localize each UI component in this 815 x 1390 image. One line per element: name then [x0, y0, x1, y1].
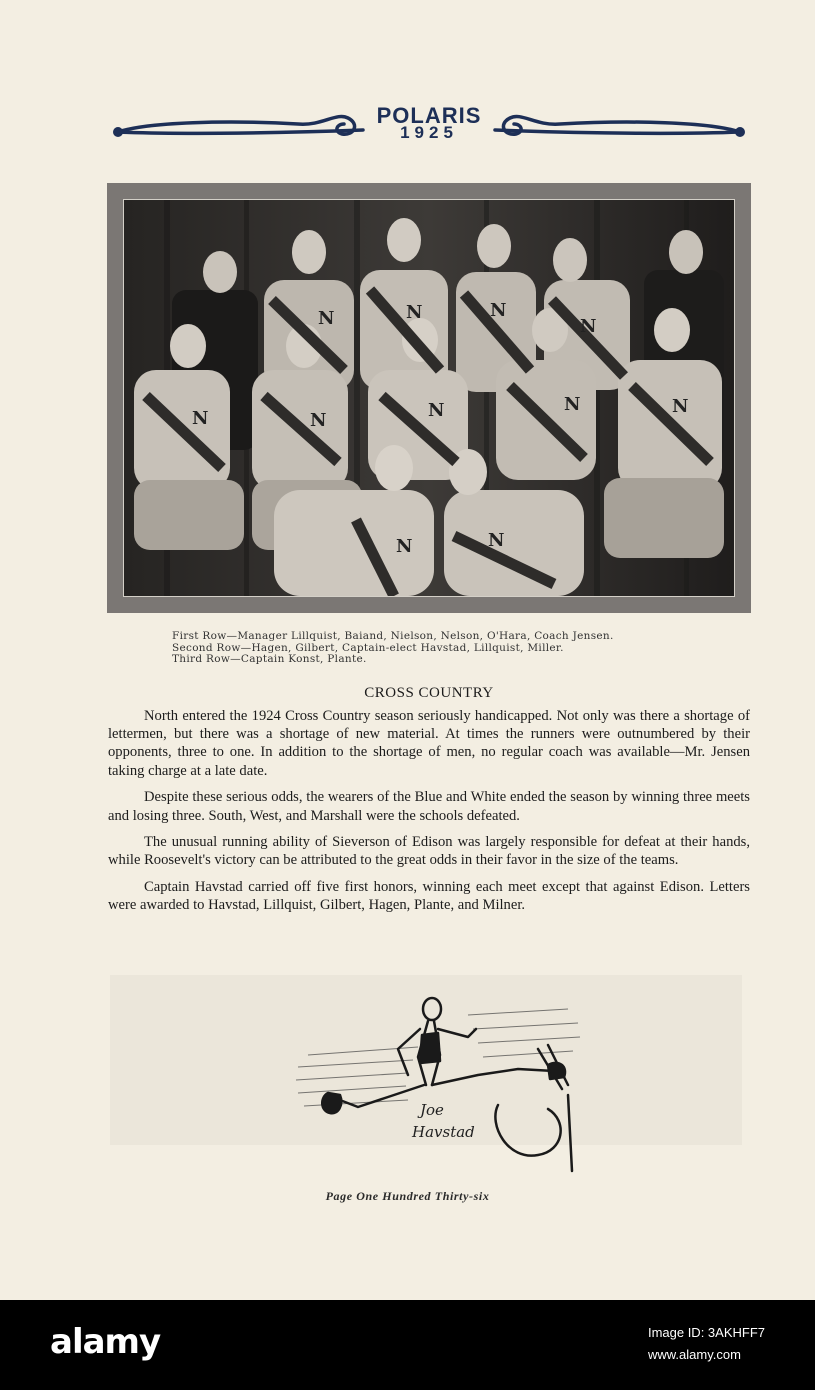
- stock-image-id: Image ID: 3AKHFF7: [647, 1325, 765, 1340]
- photo-caption: [172, 631, 732, 666]
- stock-info: [648, 1322, 765, 1366]
- jersey-letter: N: [192, 408, 209, 429]
- header-year: 1925: [400, 123, 458, 142]
- stock-site: www.alamy.com: [647, 1347, 741, 1362]
- jersey-letter: N: [490, 300, 507, 321]
- stock-logo: alamy: [50, 1322, 161, 1362]
- jersey-letter: N: [310, 410, 327, 431]
- sketch-label-last: Havstad: [412, 1123, 475, 1141]
- page-number: Page One Hundred Thirty-six: [325, 1189, 490, 1203]
- jersey-letter: N: [318, 308, 335, 329]
- page-header: [108, 100, 750, 152]
- team-photo-illustration: [124, 200, 734, 596]
- runner-drawing: [268, 985, 588, 1175]
- team-photo: [123, 199, 735, 597]
- caption-line: First Row—Manager Lillquist, Baiand, Nielson, Nelson, O'Hara, Coach Jensen.: [172, 630, 614, 642]
- team-photo-frame: [107, 183, 751, 613]
- article-body: [108, 707, 750, 923]
- jersey-letter: N: [488, 530, 505, 551]
- article-paragraph: Despite these serious odds, the wearers of the Blue and White ended the season by winning three meets and losing three. South, West, and Marshall were the schools defeated.: [108, 789, 750, 824]
- header-title: POLARIS: [376, 103, 482, 128]
- jersey-letter: N: [406, 302, 423, 323]
- article-paragraph: North entered the 1924 Cross Country season seriously handicapped. Not only was there a shortage of lettermen, but there was a shortage of new material. At times the runners were outnumbered by their opponents, three to one. In addition to the shortage of men, no regular coach was available—Mr. Jensen taking charge at a late date.: [108, 708, 750, 779]
- caption-line: Second Row—Hagen, Gilbert, Captain-elect Havstad, Lillquist, Miller.: [172, 641, 564, 654]
- caption-line: Third Row—Captain Konst, Plante.: [172, 653, 367, 665]
- jersey-letter: N: [428, 400, 445, 421]
- article-paragraph: The unusual running ability of Sieverson of Edison was largely responsible for defeat at their hands, while Roosevelt's victory can be attributed to the great odds in their favor in the size of the teams.: [108, 834, 750, 869]
- jersey-letter: N: [672, 396, 689, 417]
- stock-watermark-bar: [0, 1300, 815, 1390]
- sketch-label-first: Joe: [420, 1101, 444, 1119]
- jersey-letter: N: [396, 536, 413, 557]
- article-title: CROSS COUNTRY: [364, 685, 494, 701]
- jersey-letter: N: [564, 394, 581, 415]
- article-paragraph: Captain Havstad carried off five first honors, winning each meet except that against Edison. Letters were awarded to Havstad, Lillquist, Gilbert, Hagen, Plante, and Milner.: [108, 879, 750, 914]
- jersey-letter: N: [580, 316, 597, 337]
- runner-sketch: [268, 985, 588, 1175]
